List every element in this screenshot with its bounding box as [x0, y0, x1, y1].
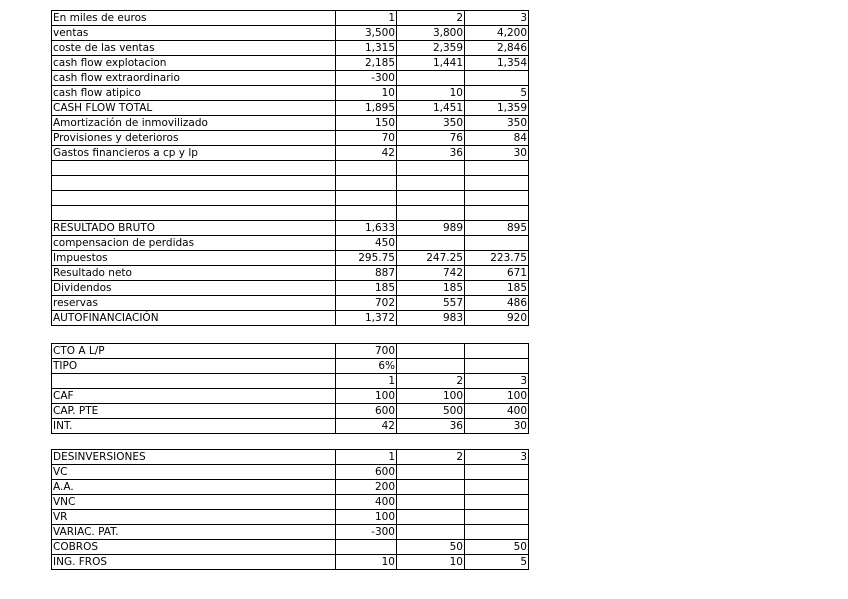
row-label-cell[interactable]: VR — [52, 510, 336, 525]
row-label-cell[interactable]: COBROS — [52, 540, 336, 555]
row-label-cell[interactable] — [52, 176, 336, 191]
value-cell[interactable] — [336, 206, 397, 221]
value-cell[interactable] — [397, 236, 465, 251]
value-cell[interactable]: 100 — [336, 510, 397, 525]
value-cell[interactable] — [336, 161, 397, 176]
value-cell[interactable]: 2,185 — [336, 56, 397, 71]
table-row — [52, 374, 529, 389]
row-label-cell[interactable]: cash flow extraordinario — [52, 71, 336, 86]
value-cell[interactable]: 400 — [336, 495, 397, 510]
value-cell[interactable]: 100 — [465, 389, 529, 404]
value-cell[interactable]: 185 — [465, 281, 529, 296]
value-cell[interactable] — [397, 480, 465, 495]
value-cell[interactable]: 2,846 — [465, 41, 529, 56]
value-cell[interactable]: 1 — [336, 374, 397, 389]
value-cell[interactable]: 1,895 — [336, 101, 397, 116]
row-label-cell[interactable]: compensacion de perdidas — [52, 236, 336, 251]
table-row — [52, 510, 529, 525]
value-cell[interactable] — [465, 161, 529, 176]
value-cell[interactable]: 247.25 — [397, 251, 465, 266]
row-label-cell[interactable]: VC — [52, 465, 336, 480]
row-label-cell[interactable]: RESULTADO BRUTO — [52, 221, 336, 236]
table-row — [52, 525, 529, 540]
table-row — [52, 41, 529, 56]
value-cell[interactable]: 2 — [397, 450, 465, 465]
row-label-cell[interactable]: CAP. PTE — [52, 404, 336, 419]
table-row — [52, 480, 529, 495]
row-label-cell[interactable]: A.A. — [52, 480, 336, 495]
value-cell[interactable] — [397, 71, 465, 86]
value-cell[interactable] — [465, 71, 529, 86]
value-cell[interactable]: 600 — [336, 465, 397, 480]
row-label-cell[interactable]: TIPO — [52, 359, 336, 374]
value-cell[interactable]: 5 — [465, 86, 529, 101]
value-cell[interactable]: 3 — [465, 374, 529, 389]
value-cell[interactable] — [397, 525, 465, 540]
value-cell[interactable]: 1,359 — [465, 101, 529, 116]
value-cell[interactable] — [336, 191, 397, 206]
value-cell[interactable] — [397, 191, 465, 206]
table-row — [52, 419, 529, 434]
value-cell[interactable]: 557 — [397, 296, 465, 311]
table-row — [52, 221, 529, 236]
value-cell[interactable]: 1,441 — [397, 56, 465, 71]
value-cell[interactable]: 1,315 — [336, 41, 397, 56]
value-cell[interactable] — [397, 344, 465, 359]
table-row — [52, 206, 529, 221]
value-cell[interactable]: 1 — [336, 11, 397, 26]
value-cell[interactable]: 10 — [336, 555, 397, 570]
row-label-cell[interactable]: Amortización de inmovilizado — [52, 116, 336, 131]
value-cell[interactable] — [465, 206, 529, 221]
value-cell[interactable] — [465, 480, 529, 495]
table-row — [52, 26, 529, 41]
row-label-cell[interactable]: cash flow atipico — [52, 86, 336, 101]
value-cell[interactable] — [465, 236, 529, 251]
table-row — [52, 86, 529, 101]
value-cell[interactable]: 36 — [397, 419, 465, 434]
table-row — [52, 281, 529, 296]
row-label-cell[interactable]: Resultado neto — [52, 266, 336, 281]
value-cell[interactable] — [465, 359, 529, 374]
table-row — [52, 71, 529, 86]
value-cell[interactable] — [465, 191, 529, 206]
value-cell[interactable]: 30 — [465, 146, 529, 161]
value-cell[interactable]: 600 — [336, 404, 397, 419]
value-cell[interactable]: 50 — [397, 540, 465, 555]
table-row — [52, 191, 529, 206]
table-row — [52, 161, 529, 176]
table-row — [52, 540, 529, 555]
table-row — [52, 389, 529, 404]
value-cell[interactable]: 700 — [336, 344, 397, 359]
table-row — [52, 176, 529, 191]
table-row — [52, 296, 529, 311]
results-table-body — [52, 11, 529, 326]
value-cell[interactable] — [465, 510, 529, 525]
value-cell[interactable] — [465, 176, 529, 191]
row-label-cell[interactable]: VARIAC. PAT. — [52, 525, 336, 540]
value-cell[interactable]: 895 — [465, 221, 529, 236]
row-label-cell[interactable]: CTO A L/P — [52, 344, 336, 359]
row-label-cell[interactable]: Provisiones y deterioros — [52, 131, 336, 146]
loan-table — [51, 343, 529, 434]
value-cell[interactable]: 50 — [465, 540, 529, 555]
value-cell[interactable] — [397, 176, 465, 191]
value-cell[interactable]: 887 — [336, 266, 397, 281]
row-label-cell[interactable]: ING. FROS — [52, 555, 336, 570]
table-row — [52, 101, 529, 116]
row-label-cell[interactable]: ventas — [52, 26, 336, 41]
value-cell[interactable]: 920 — [465, 311, 529, 326]
value-cell[interactable] — [465, 525, 529, 540]
value-cell[interactable]: 100 — [397, 389, 465, 404]
value-cell[interactable]: 671 — [465, 266, 529, 281]
row-label-cell[interactable]: Impuestos — [52, 251, 336, 266]
value-cell[interactable]: 3,800 — [397, 26, 465, 41]
value-cell[interactable]: 4,200 — [465, 26, 529, 41]
row-label-cell[interactable]: VNC — [52, 495, 336, 510]
value-cell[interactable] — [336, 540, 397, 555]
value-cell[interactable]: 989 — [397, 221, 465, 236]
table-row — [52, 404, 529, 419]
value-cell[interactable]: 30 — [465, 419, 529, 434]
row-label-cell[interactable]: Dividendos — [52, 281, 336, 296]
value-cell[interactable] — [336, 176, 397, 191]
value-cell[interactable]: 1 — [336, 450, 397, 465]
row-label-cell[interactable] — [52, 161, 336, 176]
value-cell[interactable]: 1,372 — [336, 311, 397, 326]
value-cell[interactable]: 223.75 — [465, 251, 529, 266]
value-cell[interactable]: 742 — [397, 266, 465, 281]
value-cell[interactable]: 200 — [336, 480, 397, 495]
value-cell[interactable] — [397, 465, 465, 480]
value-cell[interactable]: 185 — [397, 281, 465, 296]
value-cell[interactable]: 84 — [465, 131, 529, 146]
table-row — [52, 495, 529, 510]
value-cell[interactable]: 486 — [465, 296, 529, 311]
value-cell[interactable]: 6% — [336, 359, 397, 374]
row-label-cell[interactable]: CASH FLOW TOTAL — [52, 101, 336, 116]
table-row — [52, 11, 529, 26]
row-label-cell[interactable]: Gastos financieros a cp y lp — [52, 146, 336, 161]
value-cell[interactable]: 500 — [397, 404, 465, 419]
row-label-cell[interactable]: AUTOFINANCIACIÓN — [52, 311, 336, 326]
row-label-cell[interactable]: INT. — [52, 419, 336, 434]
table-row — [52, 146, 529, 161]
value-cell[interactable]: -300 — [336, 525, 397, 540]
value-cell[interactable] — [397, 510, 465, 525]
value-cell[interactable] — [465, 495, 529, 510]
row-label-cell[interactable]: En miles de euros — [52, 11, 336, 26]
table-row — [52, 116, 529, 131]
value-cell[interactable]: 10 — [397, 86, 465, 101]
value-cell[interactable]: -300 — [336, 71, 397, 86]
value-cell[interactable]: 36 — [397, 146, 465, 161]
value-cell[interactable]: 42 — [336, 419, 397, 434]
value-cell[interactable]: 2,359 — [397, 41, 465, 56]
divestment-table-body — [52, 450, 529, 570]
value-cell[interactable]: 5 — [465, 555, 529, 570]
row-label-cell[interactable]: reservas — [52, 296, 336, 311]
row-label-cell[interactable] — [52, 191, 336, 206]
value-cell[interactable]: 42 — [336, 146, 397, 161]
value-cell[interactable]: 350 — [397, 116, 465, 131]
loan-table-body — [52, 344, 529, 434]
value-cell[interactable]: 2 — [397, 11, 465, 26]
value-cell[interactable]: 3 — [465, 450, 529, 465]
table-row — [52, 555, 529, 570]
table-row — [52, 465, 529, 480]
row-label-cell[interactable] — [52, 374, 336, 389]
divestment-table — [51, 449, 529, 570]
row-label-cell[interactable] — [52, 206, 336, 221]
row-label-cell[interactable]: coste de las ventas — [52, 41, 336, 56]
table-row — [52, 131, 529, 146]
value-cell[interactable]: 2 — [397, 374, 465, 389]
value-cell[interactable] — [397, 161, 465, 176]
value-cell[interactable] — [397, 206, 465, 221]
value-cell[interactable]: 150 — [336, 116, 397, 131]
value-cell[interactable]: 3,500 — [336, 26, 397, 41]
table-row — [52, 311, 529, 326]
value-cell[interactable]: 3 — [465, 11, 529, 26]
value-cell[interactable]: 400 — [465, 404, 529, 419]
row-label-cell[interactable]: DESINVERSIONES — [52, 450, 336, 465]
table-row — [52, 266, 529, 281]
value-cell[interactable]: 76 — [397, 131, 465, 146]
value-cell[interactable]: 10 — [397, 555, 465, 570]
results-table — [51, 10, 529, 326]
table-row — [52, 450, 529, 465]
value-cell[interactable] — [397, 359, 465, 374]
table-row — [52, 251, 529, 266]
value-cell[interactable]: 1,354 — [465, 56, 529, 71]
value-cell[interactable]: 983 — [397, 311, 465, 326]
table-row — [52, 236, 529, 251]
value-cell[interactable]: 295.75 — [336, 251, 397, 266]
value-cell[interactable]: 350 — [465, 116, 529, 131]
value-cell[interactable] — [397, 495, 465, 510]
table-row — [52, 359, 529, 374]
value-cell[interactable]: 702 — [336, 296, 397, 311]
value-cell[interactable] — [465, 465, 529, 480]
value-cell[interactable]: 100 — [336, 389, 397, 404]
value-cell[interactable]: 1,633 — [336, 221, 397, 236]
row-label-cell[interactable]: CAF — [52, 389, 336, 404]
value-cell[interactable]: 450 — [336, 236, 397, 251]
value-cell[interactable]: 70 — [336, 131, 397, 146]
value-cell[interactable]: 185 — [336, 281, 397, 296]
value-cell[interactable]: 10 — [336, 86, 397, 101]
row-label-cell[interactable]: cash flow explotacion — [52, 56, 336, 71]
table-row — [52, 56, 529, 71]
table-row — [52, 344, 529, 359]
value-cell[interactable]: 1,451 — [397, 101, 465, 116]
value-cell[interactable] — [465, 344, 529, 359]
